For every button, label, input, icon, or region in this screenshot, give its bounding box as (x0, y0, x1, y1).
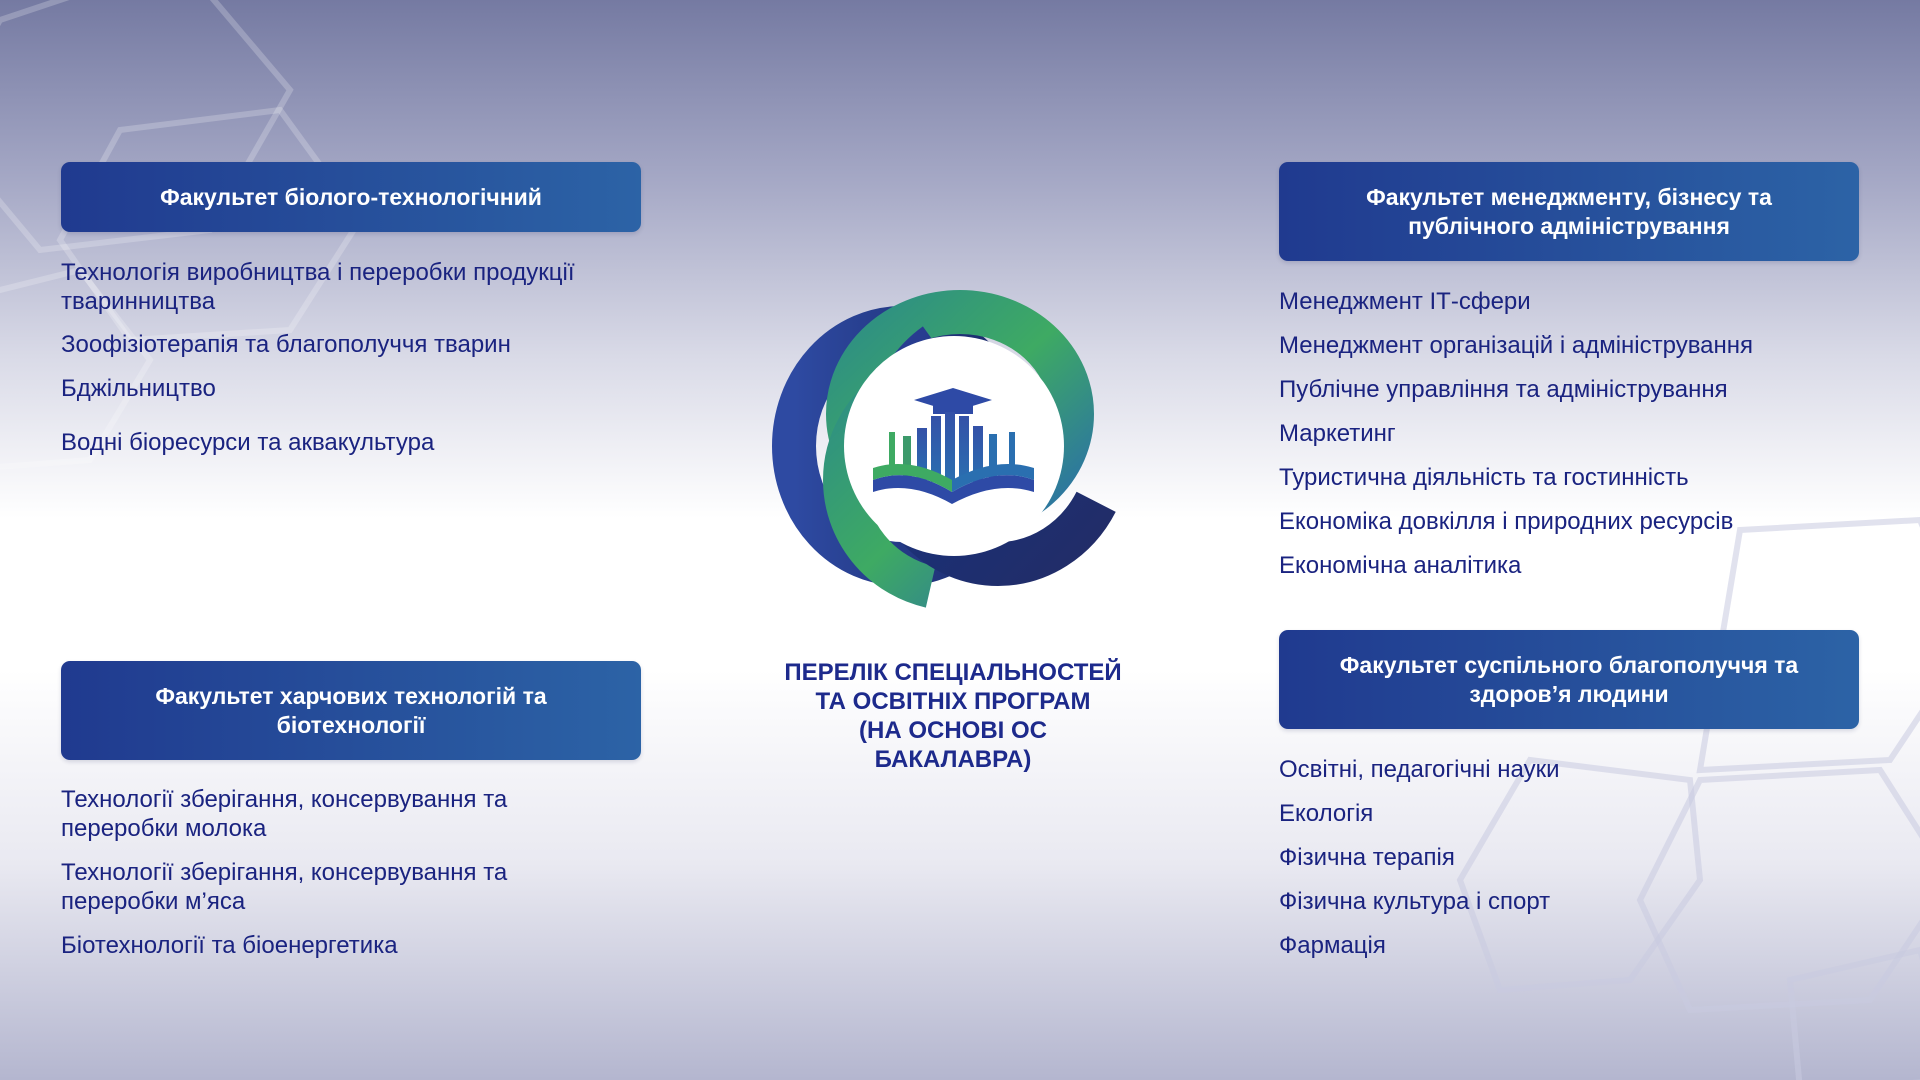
program-item[interactable]: Фізична культура і спорт (1279, 888, 1551, 915)
faculty-mgmt-title: Факультет менеджменту, бізнесу та публічного адміністрування (1366, 183, 1772, 239)
faculty-social-title: Факультет суспільного благополуччя та здоров’я людини (1339, 651, 1799, 707)
program-item[interactable]: Біотехнології та біоенергетика (61, 932, 398, 959)
program-item[interactable]: Менеджмент організацій і адміністрування (1279, 332, 1754, 359)
program-item[interactable]: Публічне управління та адміністрування (1279, 376, 1728, 403)
page-title (740, 658, 1166, 774)
program-item[interactable]: Бджільництво (61, 375, 216, 402)
program-item[interactable]: Туристична діяльність та гостинність (1279, 464, 1689, 491)
page-title-line: ПЕРЕЛІК СПЕЦІАЛЬНОСТЕЙ (784, 659, 1122, 686)
program-item[interactable]: Технології зберігання, консервування та переробки м’яса (61, 859, 508, 915)
program-item[interactable]: Зоофізіотерапія та благополуччя тварин (61, 331, 511, 358)
faculty-social-header[interactable] (1279, 630, 1859, 729)
program-item[interactable]: Екологія (1279, 800, 1374, 827)
page-title-line: БАКАЛАВРА) (874, 746, 1032, 773)
faculty-food-header[interactable] (61, 661, 641, 760)
program-item[interactable]: Менеджмент ІТ-сфери (1279, 288, 1531, 315)
program-item[interactable]: Технологія виробництва і переробки продукції тваринництва (61, 259, 575, 315)
program-item[interactable]: Економічна аналітика (1279, 552, 1522, 579)
program-item[interactable]: Освітні, педагогічні науки (1279, 756, 1560, 783)
faculty-bio-title: Факультет біолого-технологічний (160, 183, 542, 210)
program-item[interactable]: Фізична терапія (1279, 844, 1455, 871)
page-title-line: (НА ОСНОВІ ОС (859, 717, 1047, 744)
faculty-food-title: Факультет харчових технологій та біотехнології (155, 682, 547, 738)
program-item[interactable]: Маркетинг (1279, 420, 1396, 447)
program-item[interactable]: Технології зберігання, консервування та переробки молока (61, 786, 508, 842)
faculty-bio-header[interactable] (61, 162, 641, 232)
program-item[interactable]: Економіка довкілля і природних ресурсів (1279, 508, 1734, 535)
faculty-mgmt-header[interactable] (1279, 162, 1859, 261)
program-item[interactable]: Водні біоресурси та аквакультура (61, 429, 435, 456)
page-title-line: ТА ОСВІТНІХ ПРОГРАМ (815, 688, 1091, 715)
program-item[interactable]: Фармація (1279, 932, 1386, 959)
university-logo (760, 266, 1150, 626)
